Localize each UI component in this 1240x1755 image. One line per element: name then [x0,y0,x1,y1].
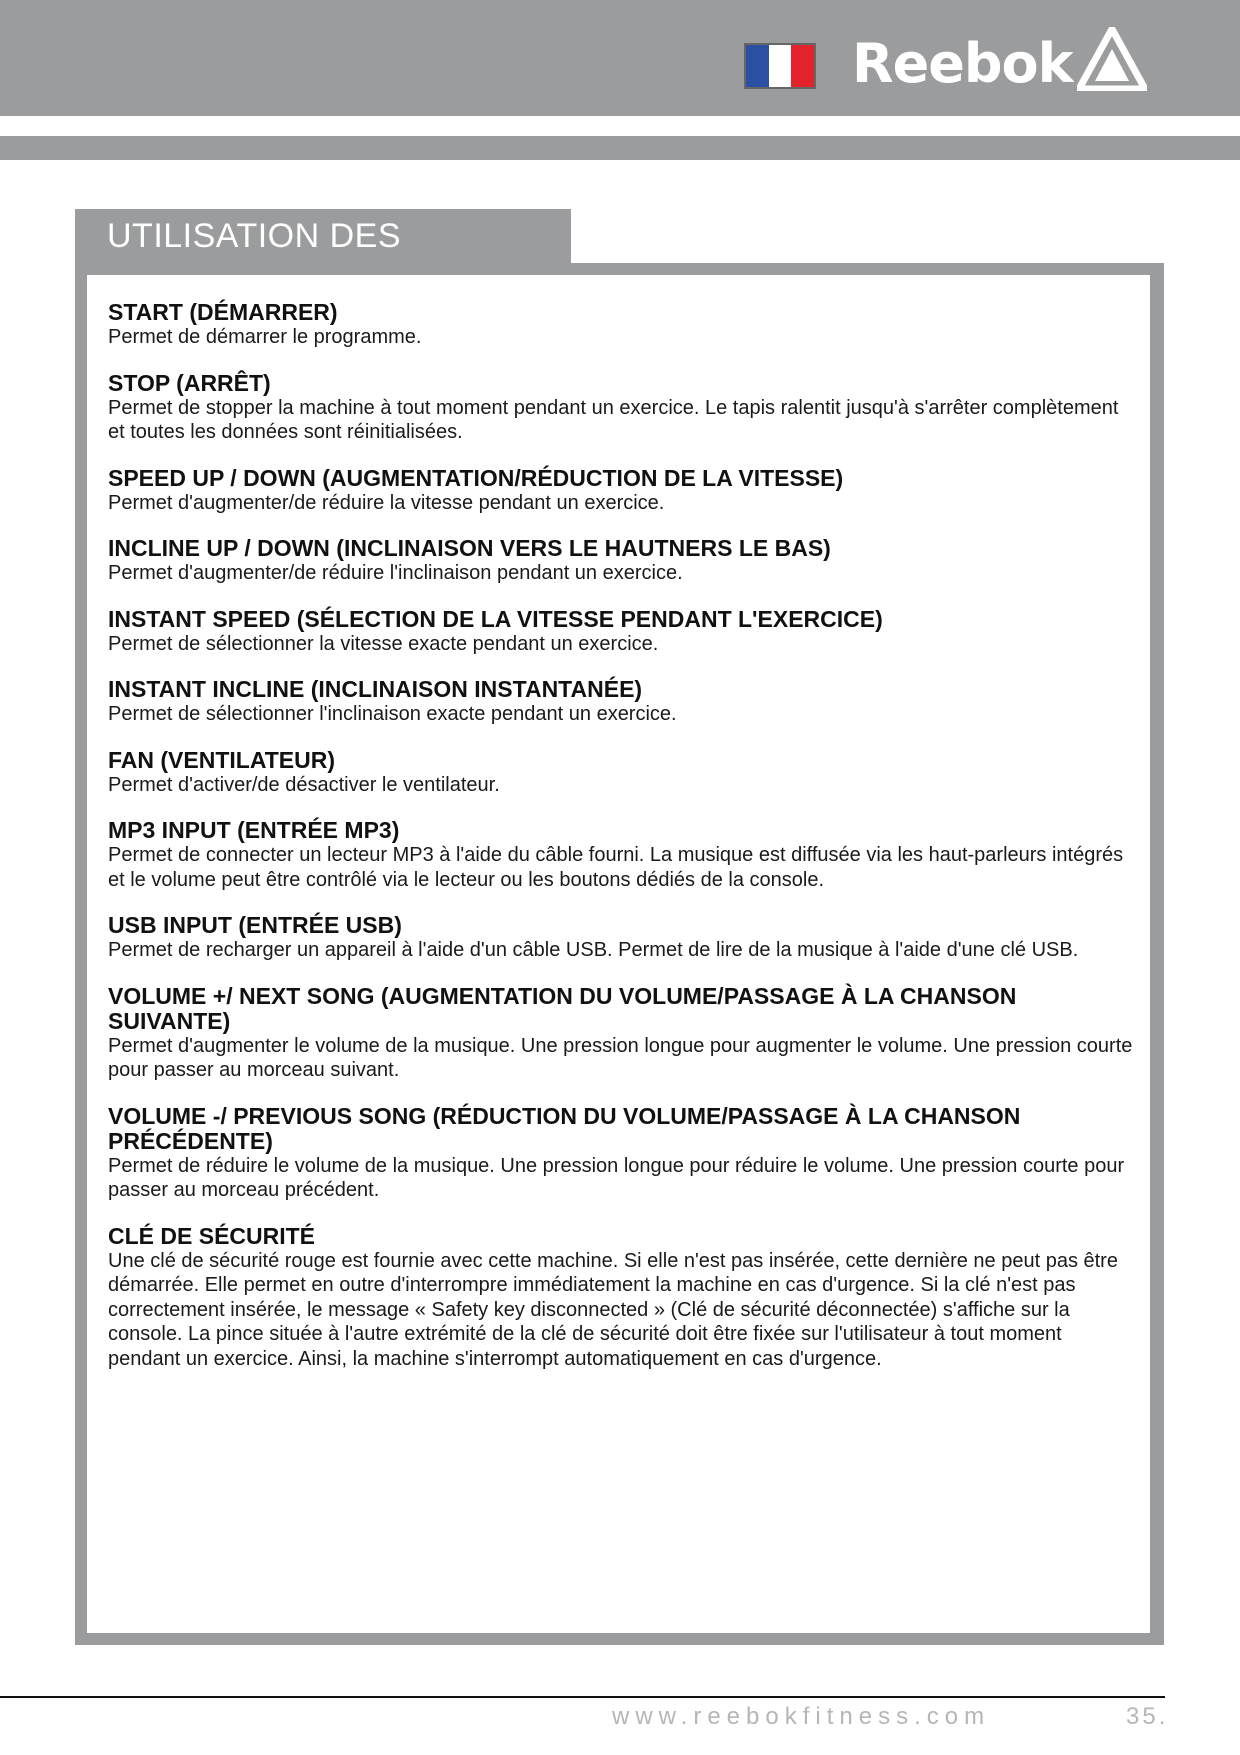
item-title: FAN (VENTILATEUR) [108,746,336,773]
item-description: Permet de sélectionner la vitesse exacte pendant un exercice. [108,632,659,655]
list-item [108,913,1138,963]
item-title: INSTANT INCLINE (INCLINAISON INSTANTANÉE) [108,676,643,702]
item-title: INSTANT SPEED (SÉLECTION DE LA VITESSE PENDANT L'EXERCICE) [108,605,883,632]
item-description: Permet de recharger un appareil à l'aide d'un câble USB. Permet de lire de la musique à l'aide d'une clé USB. [108,939,1079,961]
item-description: Permet de sélectionner l'inclinaison exacte pendant un exercice. [108,703,677,725]
list-item [108,536,1138,586]
french-flag-icon [744,43,816,89]
footer-url: www.reebokfitness.com [612,1703,991,1730]
item-description: Permet de démarrer le programme. [108,326,422,348]
item-title: STOP (ARRÊT) [108,369,271,396]
item-title: VOLUME -/ PREVIOUS SONG (RÉDUCTION DU VOLUME/PASSAGE À LA CHANSON PRÉCÉDENTE) [108,1102,1021,1154]
item-title: START (DÉMARRER) [108,299,338,325]
item-title: INCLINE UP / DOWN (INCLINAISON VERS LE HAUTNERS LE BAS) [108,535,831,561]
list-item [108,607,1138,657]
list-item [108,984,1138,1083]
item-description: Permet de connecter un lecteur MP3 à l'aide du câble fourni. La musique est diffusée via les haut-parleurs intégrés et le volume peut être contrôlé via le lecteur ou les boutons dédiés de la console. [108,844,1124,891]
item-title: SPEED UP / DOWN (AUGMENTATION/RÉDUCTION DE LA VITESSE) [108,464,844,491]
item-title: MP3 INPUT (ENTRÉE MP3) [108,817,400,843]
page-number: 35. [1126,1703,1169,1730]
reebok-delta-icon [1077,27,1147,91]
item-description: Permet d'augmenter/de réduire l'inclinaison pendant un exercice. [108,562,683,584]
list-item [108,1104,1138,1203]
item-description: Permet d'augmenter le volume de la musique. Une pression longue pour augmenter le volume. Une pression courte pour passer au morceau suivant. [108,1034,1133,1081]
footer-divider [0,1696,1165,1698]
button-descriptions-list [108,300,1138,1392]
list-item [108,466,1138,516]
flag-red-stripe [791,45,814,87]
list-item [108,1224,1138,1372]
brand-name: Reebok [852,31,1073,95]
item-description: Une clé de sécurité rouge est fournie avec cette machine. Si elle n'est pas insérée, cette dernière ne peut pas être démarrée. Elle permet en outre d'interrompre immédiatement la machine en cas d'urgence. Si la clé n'est pas correctement insérée, le message « Safety key disconnected » (Clé de sécurité déconnectée) s'affiche sur la console. La pince située à l'autre extrémité de la clé de sécurité doit être fixée sur l'utilisateur à tout moment pendant un exercice. Ainsi, la machine s'interrompt automatiquement en cas d'urgence. [108,1249,1118,1370]
brand-logo [852,28,1147,98]
list-item [108,300,1138,350]
item-description: Permet de stopper la machine à tout moment pendant un exercice. Le tapis ralentit jusqu'à s'arrêter complètement et toutes les données sont réinitialisées. [108,396,1119,443]
item-description: Permet d'activer/de désactiver le ventilateur. [108,773,500,796]
flag-blue-stripe [746,45,769,87]
item-title: USB INPUT (ENTRÉE USB) [108,912,402,938]
item-description: Permet d'augmenter/de réduire la vitesse pendant un exercice. [108,491,665,514]
item-title: CLÉ DE SÉCURITÉ [108,1222,316,1249]
section-title: UTILISATION DES [75,209,571,263]
flag-white-stripe [769,45,792,87]
item-title: VOLUME +/ NEXT SONG (AUGMENTATION DU VOLUME/PASSAGE À LA CHANSON SUIVANTE) [108,982,1017,1034]
item-description: Permet de réduire le volume de la musique. Une pression longue pour réduire le volume. Une pression courte pour passer au morceau précédent. [108,1154,1125,1201]
list-item [108,677,1138,727]
list-item [108,371,1138,445]
header-stripe [0,136,1240,160]
list-item [108,818,1138,892]
list-item [108,748,1138,798]
